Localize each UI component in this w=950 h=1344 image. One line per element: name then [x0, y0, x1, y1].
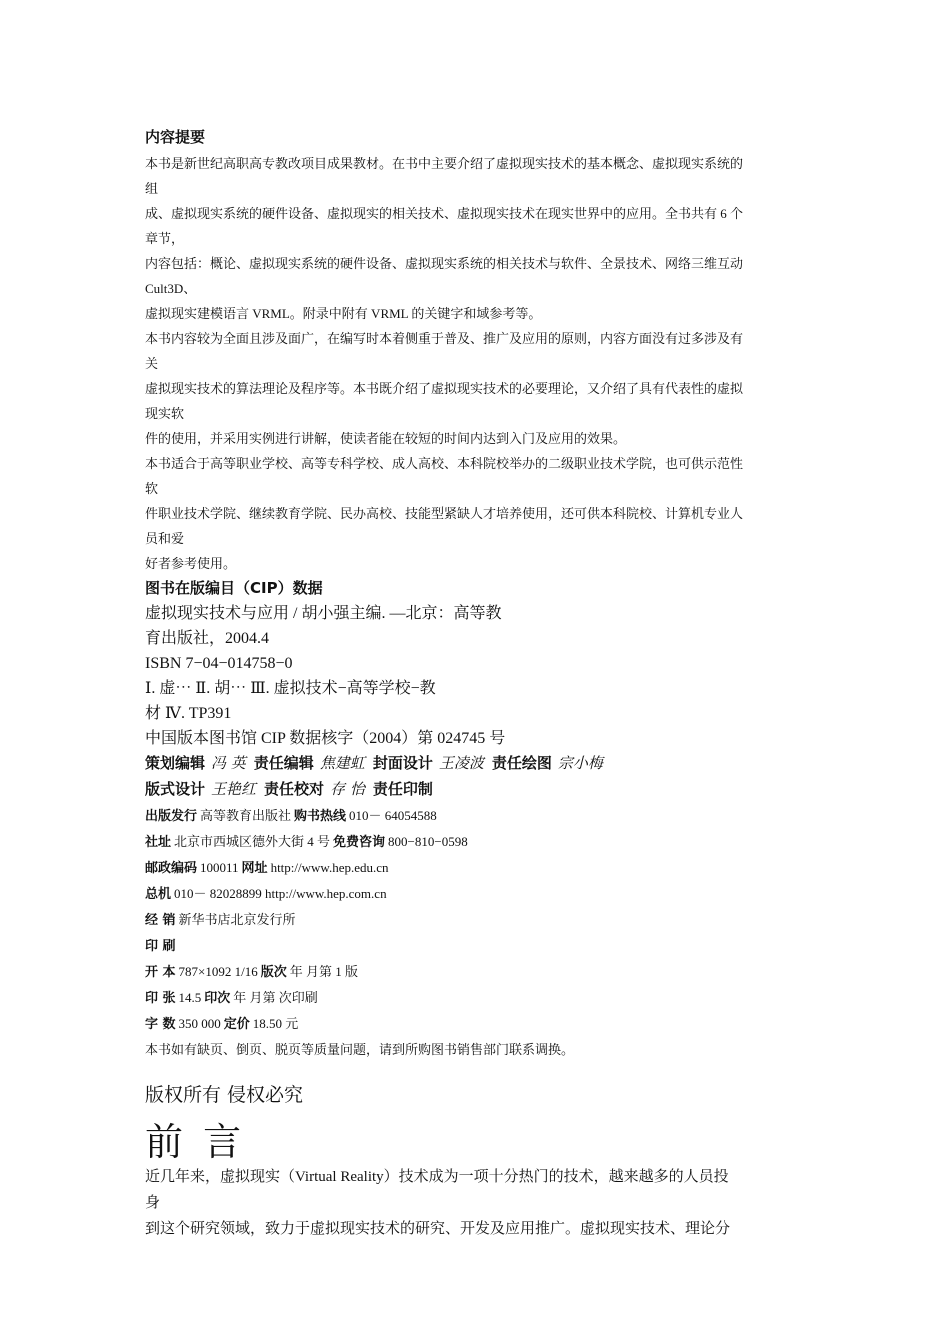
staff-role-label: 版式设计: [145, 780, 206, 798]
summary-body: [145, 151, 810, 576]
cip-line: 材 Ⅳ. TP391: [145, 705, 232, 722]
summary-line: 组: [145, 181, 159, 196]
document-page: [145, 126, 810, 1242]
publisher-info: [145, 803, 810, 1037]
staff-role-label: 责任编辑: [253, 754, 314, 772]
staff-person-name: 宗小梅: [557, 754, 603, 772]
staff-person-name: 焦建虹: [319, 754, 365, 772]
cip-line: 虚拟现实技术与应用 / 胡小强主编. —北京：高等教: [145, 605, 502, 622]
publisher-field-label: 社址: [145, 835, 172, 850]
summary-line: 章节，: [145, 231, 185, 246]
publisher-field-label: 经 销: [145, 913, 176, 928]
summary-line: 关: [145, 356, 159, 371]
publisher-row: [145, 881, 810, 907]
publisher-field-value: 北京市西城区德外大街 4 号: [174, 834, 331, 849]
staff-role-label: 责任绘图: [491, 754, 552, 772]
staff-role-label: 责任校对: [264, 780, 325, 798]
publisher-field-label: 开 本: [145, 965, 176, 980]
summary-line: 好者参考使用。: [145, 556, 237, 571]
publisher-row: [145, 933, 810, 959]
summary-line: 员和爱: [145, 531, 185, 546]
publisher-field-value: http://www.hep.edu.cn: [270, 860, 389, 875]
staff-credits: [145, 751, 810, 803]
publisher-row: [145, 907, 810, 933]
staff-person-name: 存 怡: [330, 780, 365, 798]
publisher-row: [145, 855, 810, 881]
cip-body: [145, 601, 810, 751]
publisher-field-value: 新华书店北京发行所: [178, 912, 296, 927]
staff-person-name: 王凌波: [438, 754, 484, 772]
publisher-field-label: 免费咨询: [333, 835, 386, 850]
publisher-field-label: 字 数: [145, 1017, 176, 1032]
publisher-field-label: 总机: [145, 887, 172, 902]
cip-line: Ⅰ. 虚⋯ Ⅱ. 胡⋯ Ⅲ. 虚拟技术−高等学校−教: [145, 680, 436, 697]
staff-role-label: 责任印制: [372, 780, 433, 798]
preface-body: [145, 1164, 810, 1242]
cip-title: 图书在版编目（CIP）数据: [145, 579, 323, 597]
staff-line-2: [145, 777, 810, 803]
summary-line: 虚拟现实建模语言 VRML。附录中附有 VRML 的关键字和域参考等。: [145, 306, 542, 321]
preface-line: 近几年来，虚拟现实（Virtual Reality）技术成为一项十分热门的技术，越来越多的人员投: [145, 1169, 729, 1185]
publisher-field-value: 010－ 82028899 http://www.hep.com.cn: [174, 886, 387, 901]
summary-line: 成、虚拟现实系统的硬件设备、虚拟现实的相关技术、虚拟现实技术在现实世界中的应用。全书共有 6 个: [145, 206, 744, 221]
publisher-row: [145, 959, 810, 985]
summary-title: 内容提要: [145, 128, 206, 146]
copyright-notice: 版权所有 侵权必究: [145, 1084, 304, 1106]
cip-line: ISBN 7−04−014758−0: [145, 655, 293, 672]
staff-person-name: 王艳红: [211, 780, 257, 798]
publisher-field-label: 邮政编码: [145, 861, 198, 876]
publisher-field-label: 印次: [204, 991, 231, 1006]
cip-line: 育出版社，2004.4: [145, 630, 270, 647]
publisher-row: [145, 829, 810, 855]
publisher-field-value: 350 000: [178, 1016, 221, 1031]
staff-role-label: 封面设计: [372, 754, 433, 772]
quality-notice: 本书如有缺页、倒页、脱页等质量问题，请到所购图书销售部门联系调换。: [145, 1042, 575, 1057]
publisher-field-label: 网址: [241, 861, 268, 876]
publisher-field-value: 010－ 64054588: [349, 808, 437, 823]
publisher-field-value: 年 月第 次印刷: [233, 990, 318, 1005]
summary-line: 本书内容较为全面且涉及面广，在编写时本着侧重于普及、推广及应用的原则，内容方面没有过多涉及有: [145, 331, 744, 346]
publisher-field-value: 100011: [200, 860, 239, 875]
summary-line: 件职业技术学院、继续教育学院、民办高校、技能型紧缺人才培养使用，还可供本科院校、计算机专业人: [145, 506, 744, 521]
publisher-field-value: 14.5: [178, 990, 202, 1005]
publisher-field-value: 800−810−0598: [388, 834, 468, 849]
publisher-field-label: 印 刷: [145, 939, 176, 954]
publisher-field-value: 年 月第 1 版: [289, 964, 359, 979]
preface-line: 身: [145, 1195, 161, 1211]
publisher-field-label: 购书热线: [294, 809, 347, 824]
summary-line: Cult3D、: [145, 281, 197, 296]
summary-line: 本书适合于高等职业学校、高等专科学校、成人高校、本科院校举办的二级职业技术学院，也可供示范性: [145, 456, 744, 471]
publisher-field-label: 定价: [223, 1017, 250, 1032]
publisher-row: [145, 803, 810, 829]
summary-line: 软: [145, 481, 159, 496]
summary-line: 件的使用，并采用实例进行讲解，使读者能在较短的时间内达到入门及应用的效果。: [145, 431, 627, 446]
summary-line: 内容包括：概论、虚拟现实系统的硬件设备、虚拟现实系统的相关技术与软件、全景技术、网络三维互动: [145, 256, 744, 271]
staff-line-1: [145, 751, 810, 777]
publisher-field-label: 出版发行: [145, 809, 198, 824]
summary-line: 虚拟现实技术的算法理论及程序等。本书既介绍了虚拟现实技术的必要理论，又介绍了具有代表性的虚拟: [145, 381, 744, 396]
cip-line: 中国版本图书馆 CIP 数据核字（2004）第 024745 号: [145, 730, 506, 747]
publisher-row: [145, 985, 810, 1011]
preface-line: 到这个研究领域，致力于虚拟现实技术的研究、开发及应用推广。虚拟现实技术、理论分: [145, 1221, 731, 1237]
publisher-row: [145, 1011, 810, 1037]
publisher-field-label: 版次: [260, 965, 287, 980]
preface-title: 前 言: [145, 1120, 246, 1164]
publisher-field-value: 高等教育出版社: [200, 808, 292, 823]
summary-line: 本书是新世纪高职高专教改项目成果教材。在书中主要介绍了虚拟现实技术的基本概念、虚拟现实系统的: [145, 156, 744, 171]
summary-line: 现实软: [145, 406, 185, 421]
publisher-field-label: 印 张: [145, 991, 176, 1006]
staff-person-name: 冯 英: [211, 754, 246, 772]
publisher-field-value: 787×1092 1/16: [178, 964, 258, 979]
staff-role-label: 策划编辑: [145, 754, 206, 772]
publisher-field-value: 18.50 元: [252, 1016, 299, 1031]
